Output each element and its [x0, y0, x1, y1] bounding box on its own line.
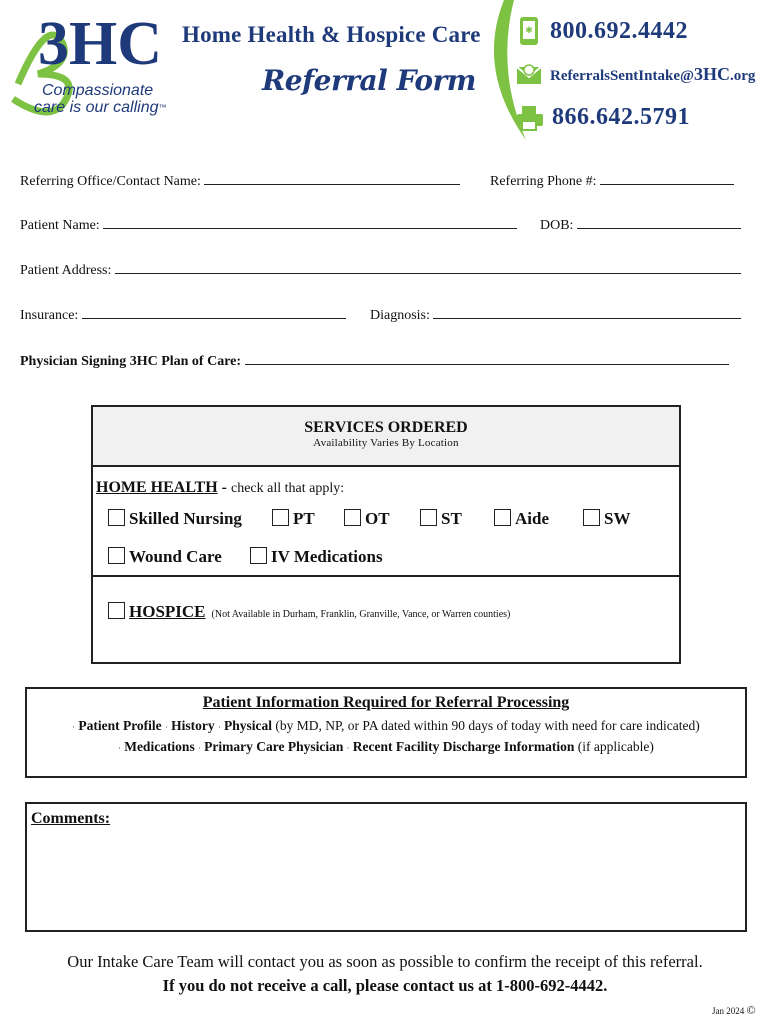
hospice-divider [93, 575, 679, 577]
referring-office-row [20, 170, 460, 190]
checkbox-sw[interactable] [583, 509, 630, 529]
diagnosis-label: Diagnosis: [370, 308, 430, 323]
home-health-dash: - [217, 479, 231, 496]
tagline [34, 82, 167, 116]
referring-phone-input[interactable] [600, 170, 734, 185]
diagnosis-row [370, 304, 741, 324]
bullet: · [198, 744, 201, 753]
req-discharge-info: Recent Facility Discharge Information [352, 739, 575, 754]
form-title: Referral Form [262, 64, 476, 97]
patient-info-title: Patient Information Required for Referral Processing [202, 694, 570, 711]
checkbox-icon[interactable] [420, 509, 437, 526]
req-physical-note: (by MD, NP, or PA dated within 90 days of today with need for care indicated) [275, 718, 700, 733]
checkbox-icon[interactable] [108, 509, 125, 526]
patient-info-box [25, 687, 747, 778]
checkbox-icon[interactable] [344, 509, 361, 526]
checkbox-icon[interactable] [494, 509, 511, 526]
services-header [93, 407, 679, 467]
checkbox-icon[interactable] [108, 547, 125, 564]
email-icon [516, 62, 542, 86]
phone-number[interactable]: 800.692.4442 [550, 17, 688, 44]
patient-name-input[interactable] [103, 214, 517, 229]
checkbox-pt[interactable] [272, 509, 315, 529]
patient-address-input[interactable] [115, 259, 741, 274]
bullet: · [165, 723, 168, 732]
diagnosis-input[interactable] [433, 304, 741, 319]
org-name: Home Health & Hospice Care [182, 22, 481, 47]
insurance-row [20, 304, 346, 324]
services-title: SERVICES ORDERED [304, 419, 468, 436]
footer-line1: Our Intake Care Team will contact you as soon as possible to confirm the receipt of this referral. [67, 952, 703, 971]
physician-label: Physician Signing 3HC Plan of Care: [20, 354, 242, 369]
req-patient-profile: Patient Profile [78, 718, 162, 733]
comments-label: Comments: [31, 810, 111, 827]
insurance-input[interactable] [82, 304, 346, 319]
checkbox-skilled-nursing[interactable] [108, 509, 242, 529]
patient-name-label: Patient Name: [20, 218, 100, 233]
checkbox-ot[interactable] [344, 509, 390, 529]
fax-contact [516, 104, 690, 131]
copyright-symbol: © [746, 1003, 756, 1017]
referring-phone-label: Referring Phone #: [490, 174, 597, 189]
req-primary-care: Primary Care Physician [204, 739, 344, 754]
home-health-note: check all that apply: [230, 481, 345, 496]
referring-office-label: Referring Office/Contact Name: [20, 174, 201, 189]
referring-phone-row [490, 170, 734, 190]
version-date: Jan 2024 [712, 1006, 745, 1016]
email-logo-mark: 3HC [693, 63, 730, 84]
option-label: SW [604, 509, 631, 528]
home-health-label: HOME HEALTH [96, 479, 218, 496]
bullet: · [72, 723, 75, 732]
svg-text:✱: ✱ [525, 26, 533, 36]
checkbox-iv-medications[interactable] [250, 547, 383, 567]
patient-address-row [20, 259, 741, 279]
comments-box[interactable] [25, 802, 747, 932]
patient-info-line2 [27, 739, 745, 755]
checkbox-wound-care[interactable] [108, 547, 222, 567]
option-label: Skilled Nursing [129, 509, 242, 528]
version-stamp [712, 1003, 756, 1018]
patient-name-row [20, 214, 517, 234]
fax-icon [516, 105, 544, 131]
email-suffix: .org [729, 67, 756, 84]
footer-line2: If you do not receive a call, please contact us at 1-800-692-4442. [162, 976, 608, 995]
services-subtitle: Availability Varies By Location [313, 437, 459, 449]
hospice-label: HOSPICE [129, 602, 206, 621]
tagline-tm: ™ [158, 103, 167, 112]
option-label: Aide [515, 509, 549, 528]
req-history: History [171, 718, 215, 733]
checkbox-icon[interactable] [583, 509, 600, 526]
checkbox-icon[interactable] [108, 602, 125, 619]
option-label: IV Medications [271, 547, 383, 566]
req-discharge-note: (if applicable) [577, 739, 654, 754]
phone-icon [518, 16, 540, 46]
tagline-line1: Compassionate [42, 82, 154, 99]
req-physical: Physical [224, 718, 273, 733]
insurance-label: Insurance: [20, 308, 79, 323]
logo-letters: 3HC [38, 10, 162, 78]
option-label: ST [441, 509, 462, 528]
patient-info-line1 [27, 718, 745, 734]
bullet: · [217, 723, 221, 732]
fax-number[interactable]: 866.642.5791 [552, 104, 690, 130]
dob-row [540, 214, 741, 234]
email-contact [516, 62, 755, 86]
checkbox-aide[interactable] [494, 509, 549, 529]
checkbox-st[interactable] [420, 509, 462, 529]
hospice-note: (Not Available in Durham, Franklin, Granville, Vance, or Warren counties) [211, 609, 511, 620]
services-ordered-box [91, 405, 681, 664]
physician-input[interactable] [245, 350, 729, 365]
checkbox-hospice[interactable] [108, 602, 510, 622]
option-label: PT [293, 509, 315, 528]
physician-row [20, 350, 729, 370]
tagline-line2: care is our calling [34, 99, 159, 116]
checkbox-icon[interactable] [250, 547, 267, 564]
phone-contact [518, 16, 688, 46]
referring-office-input[interactable] [204, 170, 460, 185]
dob-input[interactable] [577, 214, 741, 229]
email-prefix: ReferralsSentIntake@ [550, 67, 694, 84]
option-label: Wound Care [129, 547, 222, 566]
option-label: OT [365, 509, 390, 528]
bullet: · [118, 744, 121, 753]
dob-label: DOB: [540, 218, 574, 233]
email-address[interactable] [550, 63, 756, 84]
home-health-heading [96, 479, 344, 497]
req-medications: Medications [124, 739, 195, 754]
bullet: · [346, 744, 350, 753]
patient-address-label: Patient Address: [20, 263, 112, 278]
checkbox-icon[interactable] [272, 509, 289, 526]
